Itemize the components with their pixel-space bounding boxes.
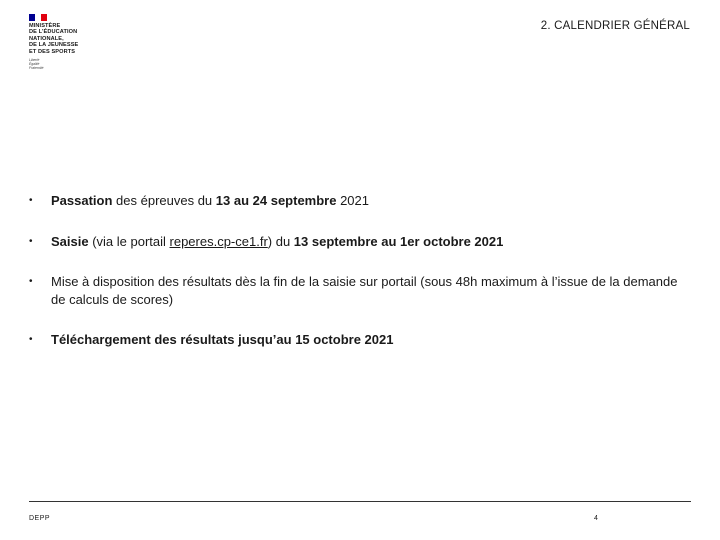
bullet-marker: • [29,334,33,345]
bullet-text-segment: (via le portail [88,233,170,249]
flag-red-band [41,14,47,21]
bullet-text-segment: Passation [51,193,113,208]
ministry-logo [29,14,99,71]
footer-source: DEPP [29,515,51,522]
bullet-text-segment: des épreuves du [112,193,216,208]
bullet-text [51,233,689,251]
bullet-item [29,331,689,349]
bullet-text-segment: Téléchargement des résultats jusqu’au 15 octobre 2021 [51,332,394,347]
ministry-line: ET DES SPORTS [29,48,76,55]
bullet-text-segment: 13 septembre au 1er octobre 2021 [293,233,504,249]
ministry-line: NATIONALE, [29,35,64,42]
bullet-text-segment: Saisie [51,233,89,249]
bullet-text-segment: 2021 [336,193,370,208]
bullet-marker: • [29,195,33,206]
motto-line: Liberté [29,58,40,63]
bullet-text [51,331,689,349]
bullet-item [29,233,689,251]
french-flag-icon [29,14,47,21]
bullet-text-segment: Mise à disposition des résultats dès la fin de la saisie sur portail (sous 48h maximum à l’issue de la demande de calculs de scores) [51,274,678,307]
page-number: 4 [594,515,598,522]
ministry-line: MINISTÈRE [29,23,61,29]
bullet-text-segment: 13 au 24 septembre [215,193,337,208]
bullet-text [51,192,689,210]
bullet-item [29,192,689,210]
calendar-bullet-list [29,192,689,372]
bullet-item [29,273,689,308]
motto-line: Égalité [29,62,40,67]
ministry-name [29,23,99,55]
footer-divider [29,501,691,502]
bullet-text-segment: ) du [267,233,294,249]
motto-line: Fraternité [29,66,44,71]
bullet-text [51,273,689,308]
ministry-line: DE L’ÉDUCATION [29,29,78,36]
bullet-marker: • [29,235,33,247]
slide-title: 2. CALENDRIER GÉNÉRAL [540,20,690,32]
ministry-line: DE LA JEUNESSE [29,42,79,49]
republic-motto [29,58,99,71]
bullet-marker: • [29,276,33,287]
portal-link[interactable]: reperes.cp-ce1.fr [169,233,268,249]
